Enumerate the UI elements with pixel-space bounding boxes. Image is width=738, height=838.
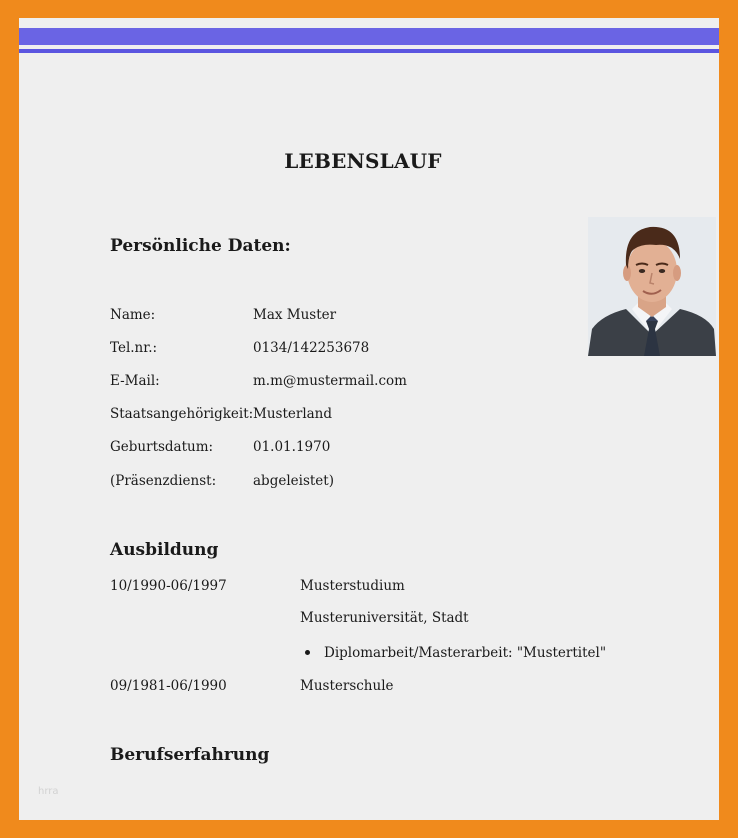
header-band — [19, 28, 719, 45]
field-value: 0134/142253678 — [253, 340, 370, 356]
cv-page — [19, 18, 719, 820]
field-label: Geburtsdatum: — [110, 439, 214, 455]
watermark: hrra — [38, 786, 59, 797]
education-institution: Musteruniversität, Stadt — [300, 610, 469, 626]
thesis-text: Diplomarbeit/Masterarbeit: "Mustertitel" — [324, 645, 607, 661]
field-value: 01.01.1970 — [253, 439, 331, 455]
document-title: LEBENSLAUF — [284, 149, 442, 173]
education-period: 10/1990-06/1997 — [110, 578, 227, 594]
personal-data-heading: Persönliche Daten: — [110, 236, 291, 256]
field-value: Musterland — [253, 406, 333, 422]
education-period: 09/1981-06/1990 — [110, 678, 227, 694]
portrait-icon — [588, 217, 716, 356]
field-label: Staatsangehörigkeit: — [110, 406, 254, 422]
experience-heading: Berufserfahrung — [110, 745, 270, 765]
field-value: Max Muster — [253, 307, 337, 323]
education-description: Musterstudium — [300, 578, 405, 594]
field-label: (Präsenzdienst: — [110, 473, 217, 489]
field-label: E-Mail: — [110, 373, 160, 389]
field-label: Name: — [110, 307, 156, 323]
bullet-icon — [305, 650, 310, 655]
education-bullet-item — [324, 645, 606, 661]
education-description: Musterschule — [300, 678, 394, 694]
header-rule — [19, 49, 719, 53]
field-label: Tel.nr.: — [110, 340, 158, 356]
portrait-photo — [588, 217, 716, 356]
field-value: m.m@mustermail.com — [253, 373, 407, 389]
education-heading: Ausbildung — [110, 540, 219, 560]
field-value: abgeleistet) — [253, 473, 334, 489]
